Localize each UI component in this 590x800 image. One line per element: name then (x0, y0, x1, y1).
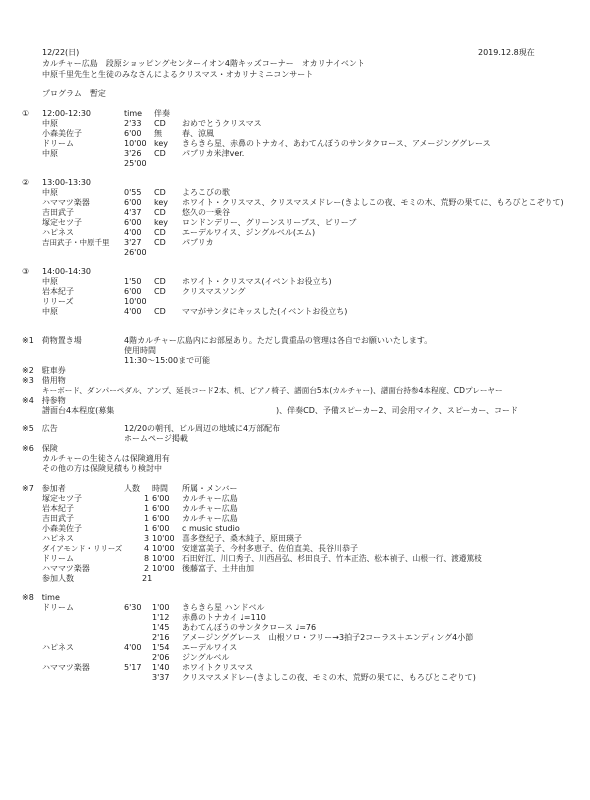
participant-count: 1 (144, 494, 150, 503)
participant-time: 6'00 (152, 494, 170, 503)
participant-time: 10'00 (152, 554, 175, 563)
participant-members: カルチャー広島 (182, 494, 238, 503)
program-row (0, 198, 590, 208)
duration: 1'50 (124, 277, 142, 286)
timeline-song: きらきら星 ハンドベル (182, 603, 265, 612)
timeline-group: ドリーム (42, 603, 74, 612)
performer-name: 中原 (42, 277, 58, 286)
song-list: きらきら星、赤鼻のトナカイ、あわてんぼうのサンタクロース、アメージンググレース (182, 139, 491, 148)
participant-name: 吉田武子 (42, 514, 74, 523)
song-list: おめでとうクリスマス (182, 119, 262, 128)
duration: 6'00 (124, 198, 142, 207)
participant-time: 6'00 (152, 504, 170, 513)
accompaniment: CD (154, 307, 166, 316)
song-list: ロンドンデリー、グリーンスリーブス、ビリーブ (182, 218, 357, 227)
timeline-song-time: 1'45 (152, 623, 170, 632)
accompaniment: CD (154, 119, 166, 128)
accompaniment: 無 (154, 129, 162, 138)
accompaniment: key (154, 218, 169, 227)
program-row (0, 228, 590, 238)
note-3-text: キーボード、ダンパーペダル、アンプ、延長コード2本、机、ピアノ椅子、譜面台5本(カルチャー)、譜面台持参4本程度、CDプレーヤー (42, 386, 503, 395)
col-time-header: time (124, 109, 143, 118)
program-row (0, 149, 590, 159)
timeline-group-time: 4'00 (124, 643, 142, 652)
duration: 10'00 (124, 139, 147, 148)
participant-name: 岩本紀子 (42, 504, 74, 513)
timeline-song-time: 1'40 (152, 663, 170, 672)
timeline-song: あわてんぼうのサンタクロース ♩=76 (182, 623, 317, 632)
participant-members: 喜多登紀子、桑木純子、原田瑛子 (182, 534, 302, 543)
participant-row (0, 514, 590, 524)
participant-count: 8 (144, 554, 150, 563)
timeline-group: ハママツ楽器 (42, 663, 90, 672)
program-row (0, 129, 590, 139)
program-row (0, 139, 590, 149)
program-row (0, 297, 590, 307)
note-5-web: ホームページ掲載 (124, 434, 188, 443)
event-date: 12/22(日) (42, 48, 80, 57)
section-time: 12:00-12:30 (42, 109, 91, 118)
duration: 10'00 (124, 297, 147, 306)
participants-label: ※7 参加者 (22, 484, 66, 493)
timeline-song: ジングルベル (182, 653, 230, 662)
timeline-song-time: 1'12 (152, 613, 170, 622)
performer-name: 中原 (42, 307, 58, 316)
participant-members: 石田好江、川口秀子、川西昌弘、杉田良子、竹本正浩、松本禎子、山根一行、渡邉篤枝 (182, 554, 482, 563)
program-title: プログラム 暫定 (42, 89, 106, 98)
participant-row (0, 504, 590, 514)
program-row (0, 307, 590, 317)
note-4-text-b: )、伴奏CD、予備スピーカー2、司会用マイク、スピーカー、コード (276, 406, 519, 415)
timeline-song: 赤鼻のトナカイ ♩=110 (182, 613, 266, 622)
program-row (0, 287, 590, 297)
participant-row (0, 524, 590, 534)
program-row (0, 119, 590, 129)
song-list: よろこびの歌 (182, 188, 230, 197)
participant-name: ダイアモンド・リリーズ (42, 544, 123, 553)
duration: 2'33 (124, 119, 142, 128)
timeline-row (0, 623, 590, 633)
note-5-text: 12/20の朝刊、ビル周辺の地域に4万部配布 (124, 424, 281, 433)
note-6-text-2: その他の方は保険見積もり検討中 (42, 464, 162, 473)
performer-name: 中原 (42, 149, 58, 158)
performer-name: 中原 (42, 119, 58, 128)
section-time: 14:00-14:30 (42, 267, 91, 276)
program-row (0, 238, 590, 248)
performer-name: 吉田武子 (42, 208, 74, 217)
section-number: ② (22, 178, 30, 187)
duration: 6'00 (124, 287, 142, 296)
participant-row (0, 554, 590, 564)
timeline-group: ハピネス (42, 643, 74, 652)
participant-time: 10'00 (152, 564, 175, 573)
song-list: ホワイト・クリスマス(イベントお役立ち) (182, 277, 332, 286)
timeline-song-time: 1'54 (152, 643, 170, 652)
participant-name: ハピネス (42, 534, 74, 543)
participant-count: 3 (144, 534, 150, 543)
note-5-label: ※5 広告 (22, 424, 58, 433)
timeline-row (0, 613, 590, 623)
section-time: 13:00-13:30 (42, 178, 91, 187)
participant-count: 1 (144, 524, 150, 533)
participant-time: 10'00 (152, 544, 175, 553)
duration: 3'27 (124, 238, 142, 247)
participant-members: 後藤富子、土井由加 (182, 564, 254, 573)
participant-count: 2 (144, 564, 150, 573)
note-4-label: ※4 持参物 (22, 396, 66, 405)
participant-members: カルチャー広島 (182, 514, 238, 523)
note-1-label: ※1 荷物置き場 (22, 336, 82, 345)
performer-name: 岩本紀子 (42, 287, 74, 296)
song-list: パプリカ (182, 238, 214, 247)
song-list: クリスマスソング (182, 287, 246, 296)
timeline-row (0, 633, 590, 643)
timeline-song: ホワイトクリスマス (182, 663, 254, 672)
participant-members: カルチャー広島 (182, 504, 238, 513)
duration: 4'37 (124, 208, 142, 217)
participant-name: 小森美佐子 (42, 524, 82, 533)
accompaniment: CD (154, 238, 166, 247)
song-list: エーデルワイス、ジングルベル(エム) (182, 228, 316, 237)
col-time-header: 時間 (152, 484, 168, 493)
note-6-label: ※6 保険 (22, 444, 58, 453)
performer-name: ドリーム (42, 139, 74, 148)
participant-name: ハママツ楽器 (42, 564, 90, 573)
col-member-header: 所属・メンバー (182, 484, 238, 493)
participant-time: 6'00 (152, 524, 170, 533)
participant-time: 10'00 (152, 534, 175, 543)
performer-name: 吉田武子・中原千里 (42, 238, 110, 247)
as-of-date: 2019.12.8現在 (478, 48, 535, 57)
accompaniment: key (154, 139, 169, 148)
participant-name: 塚定セツ子 (42, 494, 82, 503)
accompaniment: CD (154, 277, 166, 286)
note-1-usage-time: 11:30～15:00まで可能 (124, 356, 211, 365)
accompaniment: CD (154, 228, 166, 237)
accompaniment: key (154, 198, 169, 207)
performer-name: ハピネス (42, 228, 74, 237)
duration: 6'00 (124, 218, 142, 227)
participant-row (0, 564, 590, 574)
note-3-label: ※3 借用物 (22, 376, 66, 385)
duration: 6'00 (124, 129, 142, 138)
timeline-row (0, 673, 590, 683)
section-number: ① (22, 109, 30, 118)
accompaniment: CD (154, 287, 166, 296)
timeline-row (0, 663, 590, 673)
performer-name: 中原 (42, 188, 58, 197)
note-1-usage-label: 使用時間 (124, 346, 156, 355)
timeline-song: エーデルワイス (182, 643, 238, 652)
accompaniment: CD (154, 149, 166, 158)
note-6-text-1: カルチャーの生徒さんは保険適用有 (42, 454, 170, 463)
duration: 4'00 (124, 307, 142, 316)
program-row (0, 277, 590, 287)
event-title: カルチャー広島 段原ショッピングセンターイオン4階キッズコーナー オカリナイベント (42, 59, 365, 68)
participant-row (0, 494, 590, 504)
participant-members: 安達富美子、今村多恵子、佐伯直美、長谷川恭子 (182, 544, 358, 553)
section-number: ③ (22, 267, 30, 276)
program-row (0, 208, 590, 218)
song-list: パプリカ米津ver. (182, 149, 245, 158)
participant-count: 4 (144, 544, 150, 553)
timeline-song-time: 2'06 (152, 653, 170, 662)
performer-name: 小森美佐子 (42, 129, 82, 138)
timeline-group-time: 6'30 (124, 603, 142, 612)
participant-row (0, 534, 590, 544)
note-4-text-a: 譜面台4本程度(募集 (42, 406, 115, 415)
accompaniment: CD (154, 208, 166, 217)
performer-name: リリーズ (42, 297, 74, 306)
participant-time: 6'00 (152, 514, 170, 523)
song-list: ホワイト・クリスマス、クリスマスメドレー(きよしこの夜、モミの木、荒野の果てに、もろびとこぞりて) (182, 198, 564, 207)
participant-members: c music studio (182, 524, 240, 533)
col-accomp-header: 伴奏 (154, 109, 170, 118)
performer-name: ハママツ楽器 (42, 198, 90, 207)
note-2-label: ※2 駐車券 (22, 366, 66, 375)
program-row (0, 218, 590, 228)
timeline-song-time: 3'37 (152, 673, 170, 682)
duration: 3'26 (124, 149, 142, 158)
song-list: 悠久の一乗谷 (182, 208, 230, 217)
note-1-text: 4階カルチャー広島内にお部屋あり。ただし貴重品の管理は各自でお願いいたします。 (124, 336, 433, 345)
duration: 4'00 (124, 228, 142, 237)
song-list: 春、涼風 (182, 129, 214, 138)
timeline-label: ※8 time (22, 593, 60, 602)
song-list: ママがサンタにキッスした(イベントお役立ち) (182, 307, 348, 316)
participant-count: 1 (144, 504, 150, 513)
timeline-song-time: 1'00 (152, 603, 170, 612)
participants-total-label: 参加人数 (42, 574, 74, 583)
event-subtitle: 中原千里先生と生徒のみなさんによるクリスマス・オカリナミニコンサート (42, 70, 314, 79)
timeline-row (0, 603, 590, 613)
participant-row (0, 544, 590, 554)
col-count-header: 人数 (124, 484, 140, 493)
timeline-row (0, 653, 590, 663)
performer-name: 塚定セツ子 (42, 218, 82, 227)
program-row (0, 188, 590, 198)
timeline-song: クリスマスメドレー(きよしこの夜、モミの木、荒野の果てに、もろびとこぞりて) (182, 673, 476, 682)
participants-total: 21 (142, 574, 153, 583)
timeline-song-time: 2'16 (152, 633, 170, 642)
accompaniment: CD (154, 188, 166, 197)
duration: 0'55 (124, 188, 142, 197)
participant-name: ドリーム (42, 554, 74, 563)
section-total: 25'00 (124, 159, 147, 168)
participant-count: 1 (144, 514, 150, 523)
timeline-row (0, 643, 590, 653)
timeline-song: アメージンググレース 山根ソロ・フリー→3拍子2コーラス＋エンディング4小節 (182, 633, 474, 642)
section-total: 26'00 (124, 248, 147, 257)
timeline-group-time: 5'17 (124, 663, 142, 672)
